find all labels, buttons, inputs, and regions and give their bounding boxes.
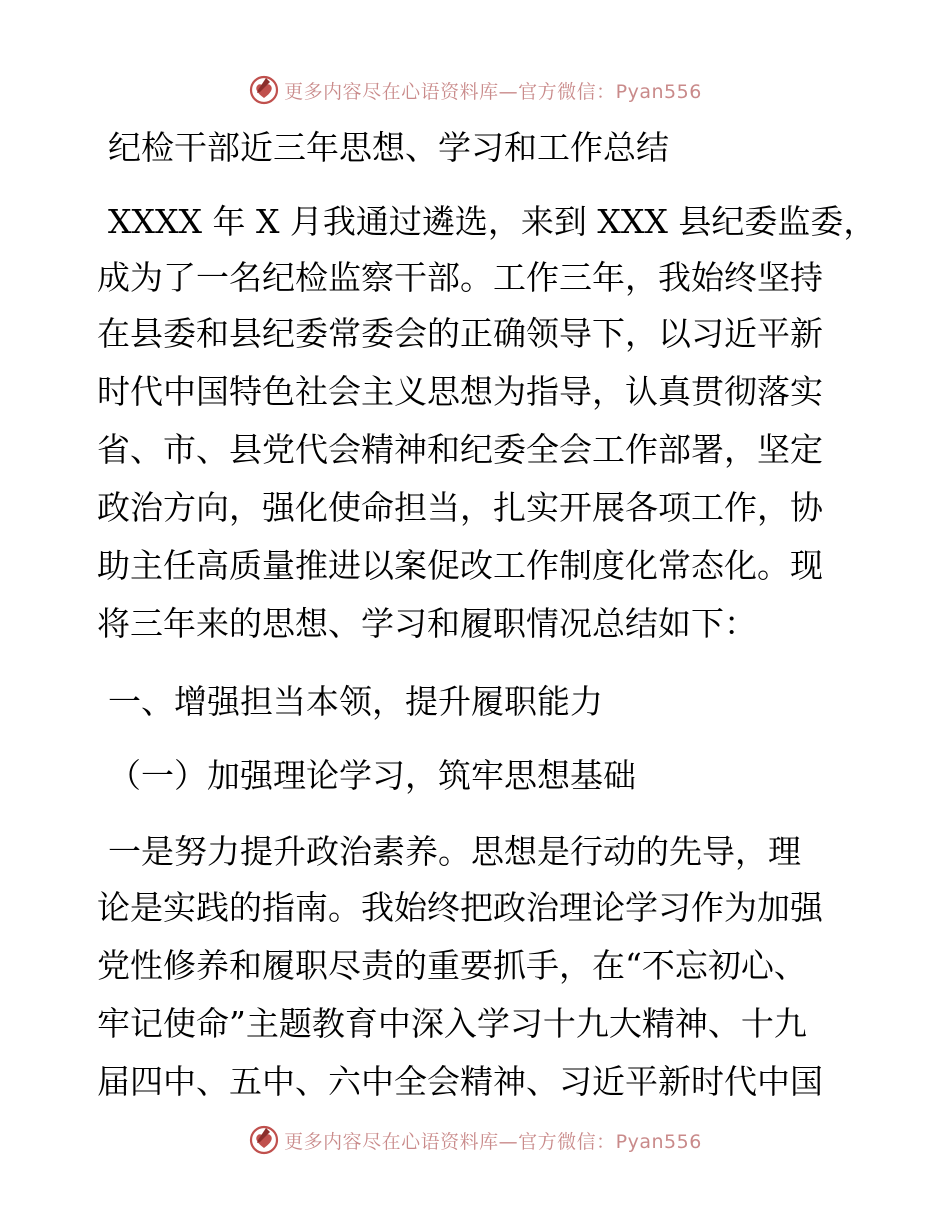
watermark-text: 更多内容尽在心语资料库—官方微信：Pyan556	[284, 80, 702, 103]
paragraph-line: XXXX 年 X 月我通过遴选，来到 XXX 县纪委监委，	[108, 202, 877, 241]
subsection-heading: （一）加强理论学习，筑牢思想基础	[108, 756, 636, 795]
watermark-banner-bottom	[0, 1122, 950, 1158]
paragraph-line: 在县委和县纪委常委会的正确领导下，以习近平新	[97, 314, 823, 353]
paragraph-line: 论是实践的指南。我始终把政治理论学习作为加强	[97, 888, 823, 927]
paragraph-line: 一是努力提升政治素养。思想是行动的先导，理	[108, 832, 801, 871]
paragraph-line: 成为了一名纪检监察干部。工作三年，我始终坚持	[97, 258, 823, 297]
paragraph-line: 党性修养和履职尽责的重要抓手，在“不忘初心、	[97, 946, 807, 985]
document-title: 纪检干部近三年思想、学习和工作总结	[108, 128, 669, 167]
paragraph-line: 将三年来的思想、学习和履职情况总结如下：	[97, 604, 757, 643]
section-heading: 一、增强担当本领，提升履职能力	[108, 682, 603, 721]
paragraph-line: 政治方向，强化使命担当，扎实开展各项工作，协	[97, 488, 823, 527]
paragraph-line: 届四中、五中、六中全会精神、习近平新时代中国	[97, 1062, 823, 1101]
paragraph-line: 牢记使命”主题教育中深入学习十九大精神、十九	[97, 1004, 807, 1043]
paragraph-line: 时代中国特色社会主义思想为指导，认真贯彻落实	[97, 372, 823, 411]
pen-heart-logo-icon	[248, 1124, 280, 1156]
paragraph-line: 省、市、县党代会精神和纪委全会工作部署，坚定	[97, 430, 823, 469]
watermark-text: 更多内容尽在心语资料库—官方微信：Pyan556	[284, 1130, 702, 1153]
paragraph-line: 助主任高质量推进以案促改工作制度化常态化。现	[97, 546, 823, 585]
